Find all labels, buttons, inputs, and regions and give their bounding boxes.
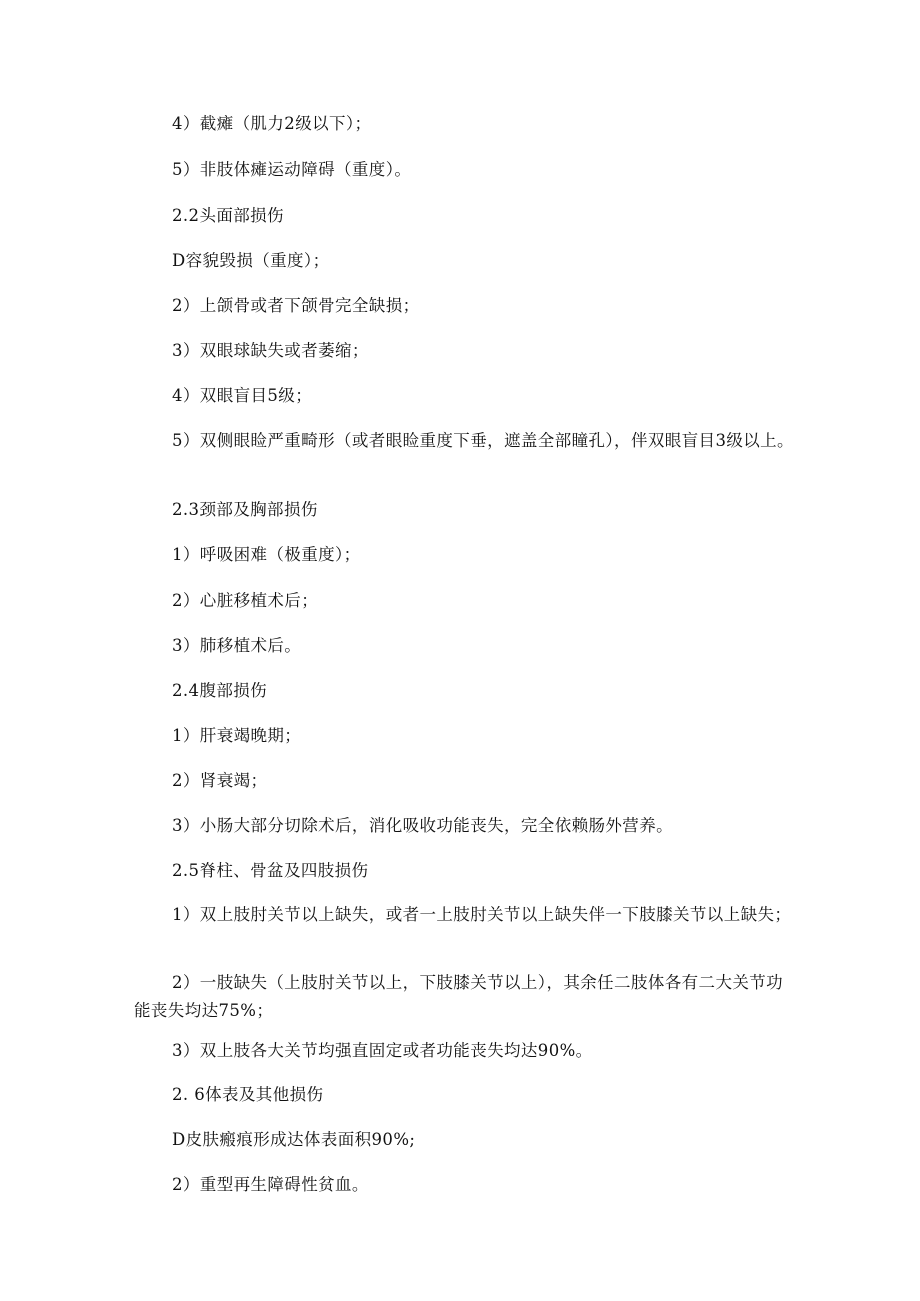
list-item: 5）双侧眼睑严重畸形（或者眼睑重度下垂，遮盖全部瞳孔），伴双眼盲目3级以上。 bbox=[172, 431, 794, 450]
list-item: 5）非肢体瘫运动障碍（重度）。 bbox=[172, 160, 412, 179]
section-heading: 2.2头面部损伤 bbox=[172, 206, 284, 225]
list-item: 2）上颌骨或者下颌骨完全缺损； bbox=[172, 296, 420, 315]
list-item: 2）心脏移植术后； bbox=[172, 591, 319, 610]
list-item: D皮肤瘢痕形成达体表面积90%; bbox=[172, 1130, 416, 1149]
section-heading: 2.4腹部损伤 bbox=[172, 681, 268, 700]
list-item: 3）双眼球缺失或者萎缩； bbox=[172, 341, 369, 360]
list-item: 2）重型再生障碍性贫血。 bbox=[172, 1175, 369, 1194]
list-item: 4）双眼盲目5级； bbox=[172, 386, 313, 405]
section-heading: 2. 6体表及其他损伤 bbox=[172, 1085, 324, 1104]
list-item: 4）截瘫（肌力2级以下）； bbox=[172, 114, 372, 133]
list-item: 1）肝衰竭晚期； bbox=[172, 726, 302, 745]
list-item: 1）呼吸困难（极重度）； bbox=[172, 545, 361, 564]
list-item: 1）双上肢肘关节以上缺失，或者一上肢肘关节以上缺失伴一下肢膝关节以上缺失； bbox=[172, 905, 792, 924]
list-item: 3）双上肢各大关节均强直固定或者功能丧失均达90%。 bbox=[172, 1041, 593, 1060]
list-item: D容貌毁损（重度）； bbox=[172, 251, 330, 270]
section-heading: 2.3颈部及胸部损伤 bbox=[172, 500, 318, 519]
list-item: 2）肾衰竭； bbox=[172, 771, 268, 790]
list-item: 3）肺移植术后。 bbox=[172, 636, 302, 655]
list-item: 3）小肠大部分切除术后，消化吸收功能丧失，完全依赖肠外营养。 bbox=[172, 816, 673, 835]
section-heading: 2.5脊柱、骨盆及四肢损伤 bbox=[172, 861, 369, 880]
list-item: 2）一肢缺失（上肢肘关节以上，下肢膝关节以上），其余任二肢体各有二大关节功能丧失均达75%； bbox=[134, 973, 784, 1020]
